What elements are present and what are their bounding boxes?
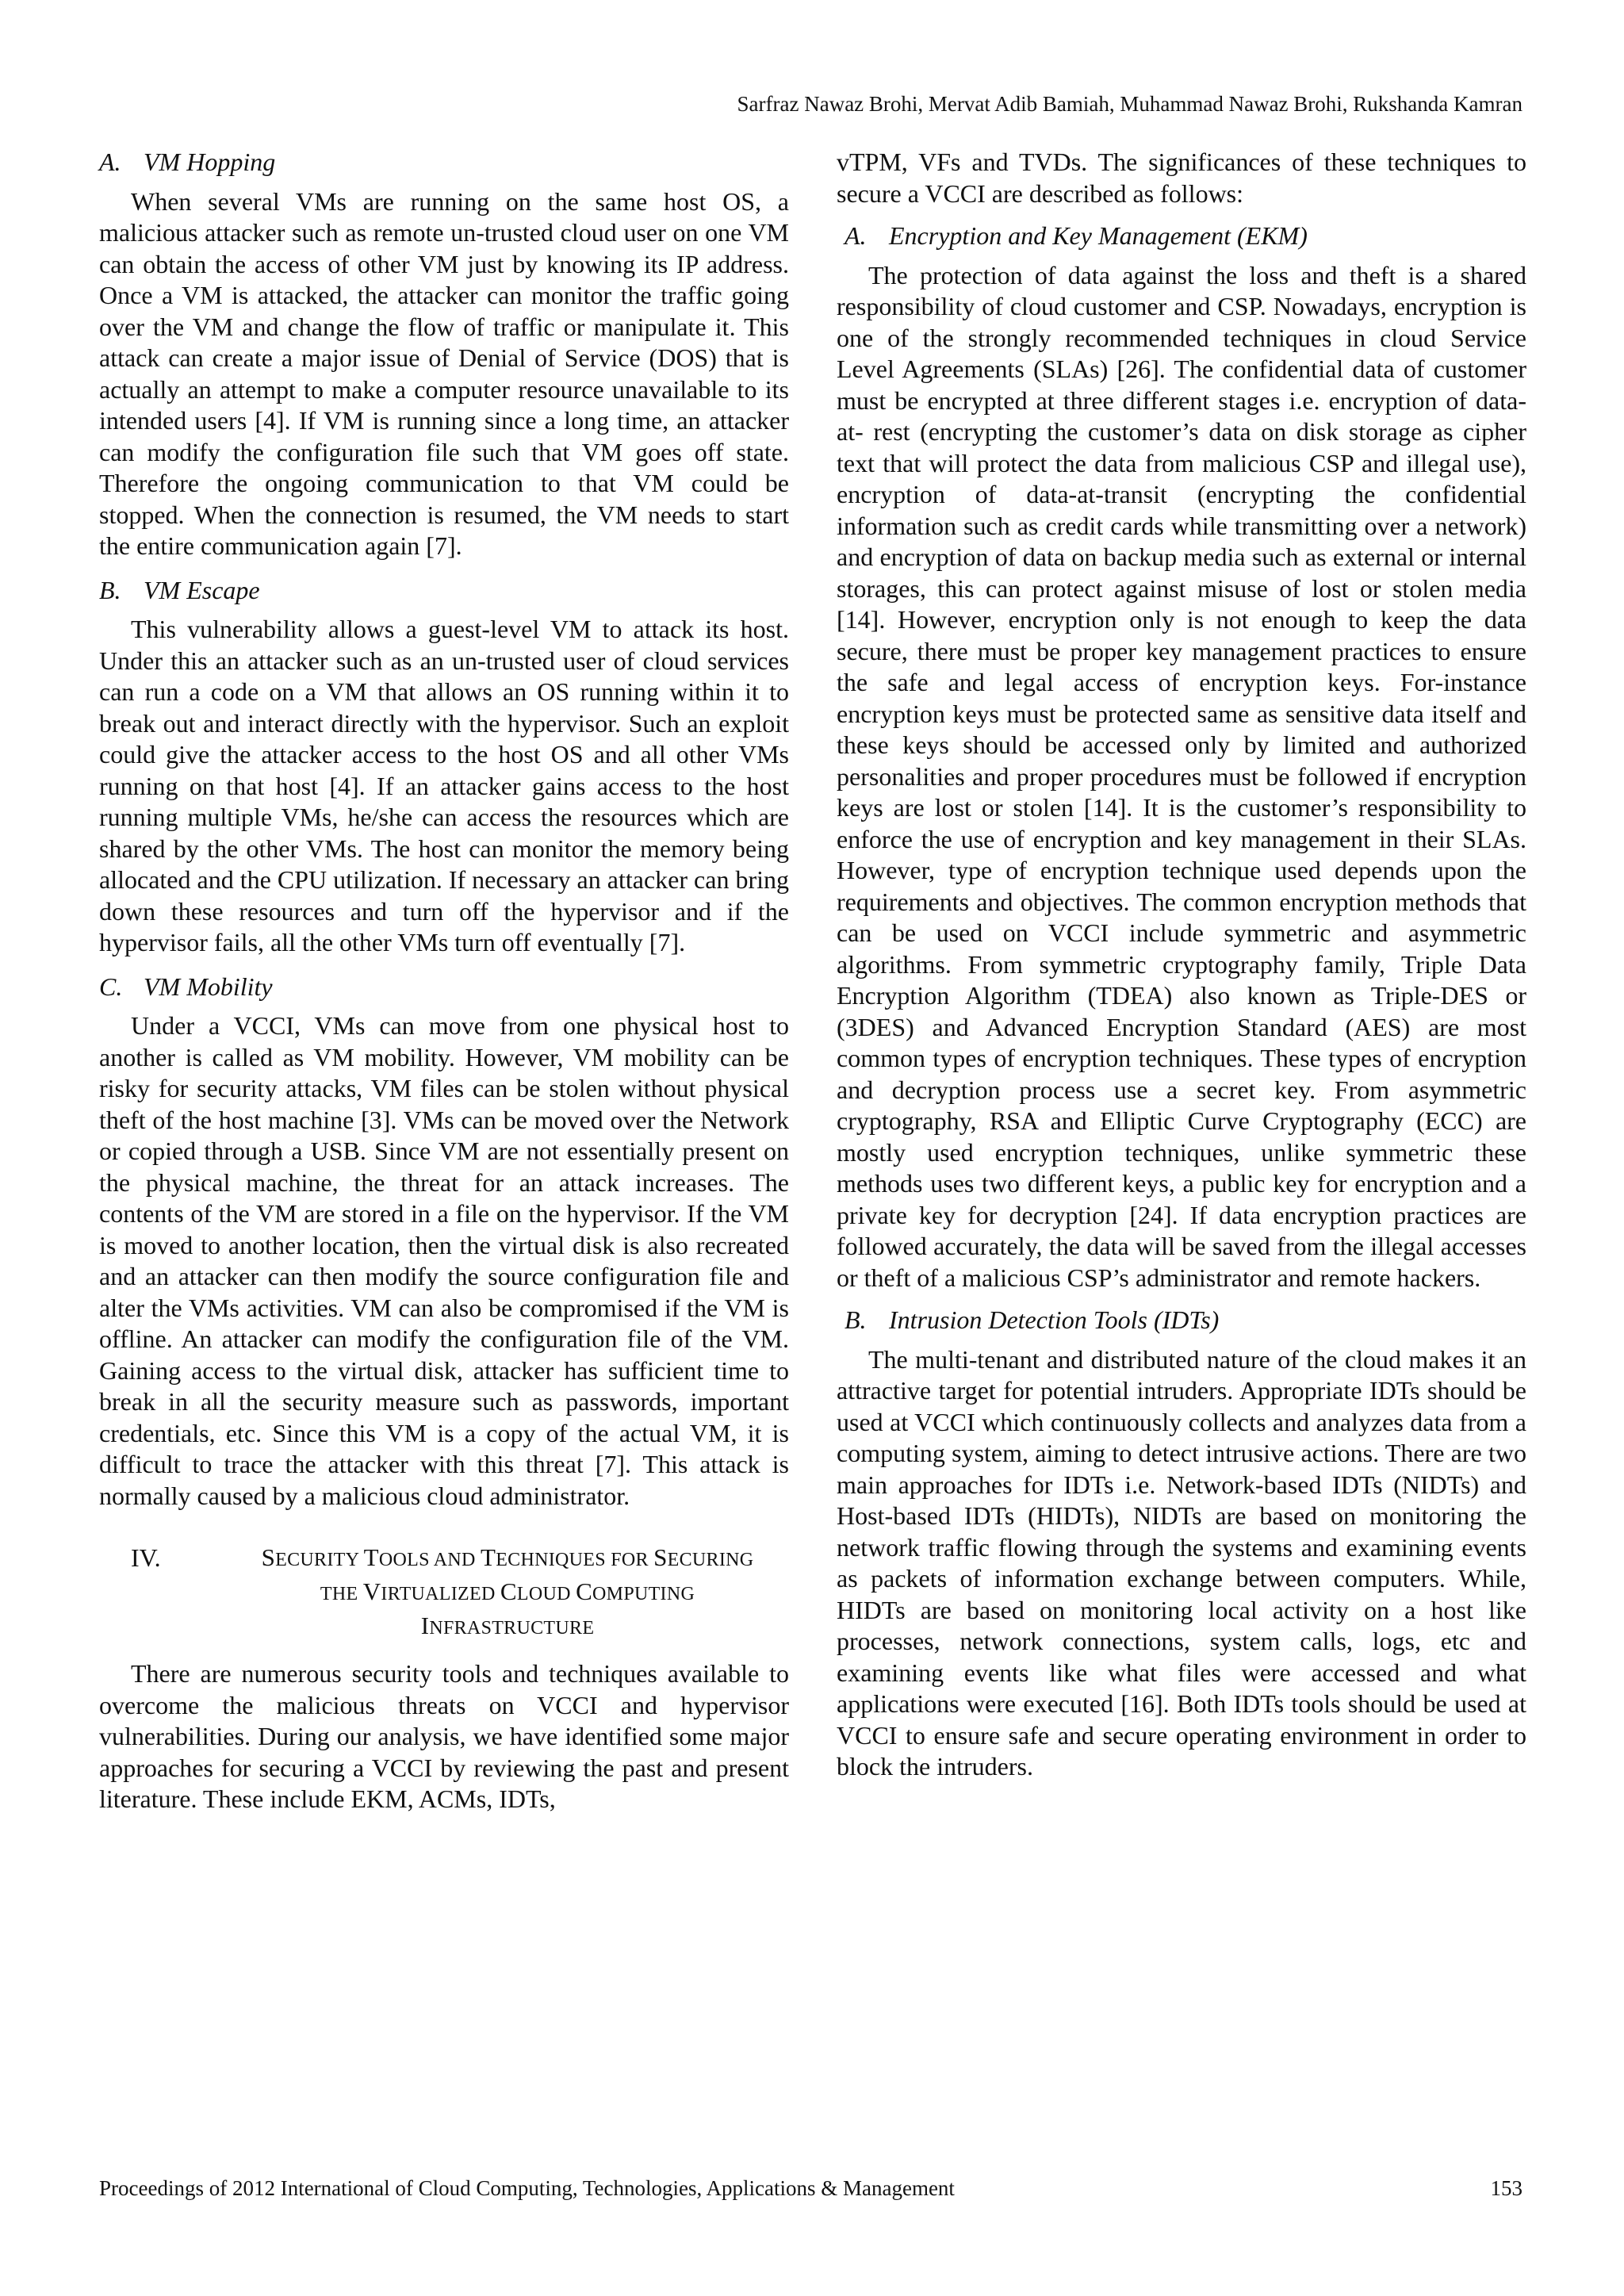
subsection-label: A.: [99, 148, 121, 176]
subsection-title: VM Escape: [144, 575, 260, 604]
subsection-title: VM Hopping: [144, 148, 276, 176]
right-column: [837, 147, 1526, 1783]
section-title-line-3: INFRASTRUCTURE: [420, 1612, 595, 1639]
paragraph-idts: The multi-tenant and distributed nature of the cloud makes it an attractive target for potential intruders. Appropriate IDTs should be used at VCCI which continuously collects and analyzes data from a computing system, aiming to detect intrusive actions. There are two main approaches for IDTs i.e. Network-based IDTs (NIDTs) and Host-based IDTs (HIDTs), NIDTs are based on monitoring the network traffic flowing through the systems and examining events as packets of information exchange between computers. While, HIDTs are based on monitoring local activity on a host like processes, network connections, system calls, logs, etc and examining events like what files were accessed and what applications were executed [16]. Both IDTs tools should be used at VCCI to ensure safe and secure operating environment in order to block the intruders.: [837, 1344, 1526, 1780]
running-head: Sarfraz Nawaz Brohi, Mervat Adib Bamiah, Muhammad Nawaz Brohi, Rukshanda Kamran: [737, 92, 1522, 116]
page-number: 153: [1490, 2176, 1522, 2200]
paragraph-ekm: The protection of data against the loss and theft is a shared responsibility of cloud customer and CSP. Nowadays, encryption is one of the strongly recommended techniques in cloud Service Level Agreements (SLAs) [26]. The confidential data of customer must be encrypted at three different stages i.e. encryption of data- at- rest (encrypting the customer’s data on disk storage as cipher text that will protect the data from malicious CSP and illegal use), encryption of data-at-transit (encrypting the confidential information such as credit cards while transmitting over a network) and encryption of data on backup media such as external or internal storages, this can protect against misuse of lost or stolen media [14]. However, encryption only is not enough to keep the data secure, there must be proper key management practices to ensure the safe and legal access of encryption keys. For-instance encryption keys must be protected same as sensitive data itself and these keys should be accessed only by limited and authorized personalities and proper procedures must be followed if encryption keys are lost or stolen [14]. It is the customer’s responsibility to enforce the use of encryption and key management in their SLAs. However, type of encryption technique used depends upon the requirements and objectives. The common encryption methods that can be used on VCCI include symmetric and asymmetric algorithms. From symmetric cryptography family, Triple Data Encryption Algorithm (TDEA) also known as Triple-DES or (3DES) and Advanced Encryption Standard (AES) are most common types of encryption techniques. These types of encryption and decryption process use a secret key. From asymmetric cryptography, RSA and Elliptic Curve Cryptography (ECC) are mostly used encryption techniques, unlike symmetric these methods uses two different keys, a public key for encryption and a private key for decryption [24]. If data encryption practices are followed accurately, the data will be saved from the illegal accesses or theft of a malicious CSP’s administrator and remote hackers.: [837, 260, 1526, 1292]
subsection-title: VM Mobility: [144, 972, 273, 1001]
subsection-title: Intrusion Detection Tools (IDTs): [889, 1305, 1220, 1334]
paragraph-vm-escape: This vulnerability allows a guest-level VM to attack its host. Under this an attacker such as an un-trusted user of cloud services can run a code on a VM that allows an OS running within it to break out and interact directly with the hypervisor. Such an exploit could give the attacker access to the host OS and all other VMs running on that host [4]. If an attacker gains access to the host running multiple VMs, he/she can access the resources which are shared by the other VMs. The host can monitor the memory being allocated and the CPU utilization. If necessary an attacker can bring down these resources and turn off the hypervisor and if the hypervisor fails, all the other VMs turn off eventually [7].: [99, 615, 789, 956]
subsection-heading-vm-hopping: [99, 147, 789, 178]
subsection-label: B.: [845, 1305, 867, 1334]
section-number: IV.: [131, 1543, 161, 1572]
section-title-line-2: THE VIRTUALIZED CLOUD COMPUTING: [320, 1577, 695, 1605]
subsection-heading-ekm: [837, 220, 1526, 252]
subsection-label: B.: [99, 575, 121, 604]
paragraph-vm-mobility: Under a VCCI, VMs can move from one physical host to another is called as VM mobility. However, VM mobility can be risky for security attacks, VM files can be stolen without physical theft of the host machine [3]. VMs can be moved over the Network or copied through a USB. Since VM are not essentially present on the physical machine, the threat for an attack increases. The contents of the VM are stored in a file on the hypervisor. If the VM is moved to another location, then the virtual disk is also recreated and an attacker can then modify the source configuration file and alter the VMs activities. VM can also be compromised if the VM is offline. An attacker can modify the configuration file of the VM. Gaining access to the virtual disk, attacker has sufficient time to break in all the security measure such as passwords, important credentials, etc. Since this VM is a copy of the actual VM, it is difficult to trace the attacker with this threat [7]. This attack is normally caused by a malicious cloud administrator.: [99, 1011, 789, 1510]
subsection-title: Encryption and Key Management (EKM): [889, 221, 1308, 250]
paragraph-vm-hopping: When several VMs are running on the same host OS, a malicious attacker such as remote un-trusted cloud user on one VM can obtain the access of other VM just by knowing its IP address. Once a VM is attacked, the attacker can monitor the traffic going over the VM and change the flow of traffic or manipulate it. This attack can create a major issue of Denial of Service (DOS) that is actually an attempt to make a computer resource unavailable to its intended users [4]. If VM is running since a long time, an attacker can modify the configuration file such that VM goes off state. Therefore the ongoing communication to that VM could be stopped. When the connection is resumed, the VM needs to start the entire communication again [7].: [99, 186, 789, 560]
section-title-line-1: SECURITY TOOLS AND TECHNIQUES FOR SECURING: [261, 1543, 754, 1571]
subsection-label: A.: [845, 221, 867, 250]
subsection-heading-vm-escape: [99, 575, 789, 607]
subsection-heading-vm-mobility: [99, 972, 789, 1003]
paragraph-continuation: vTPM, VFs and TVDs. The significances of these techniques to secure a VCCI are described as follows:: [837, 148, 1526, 208]
subsection-heading-idts: [837, 1305, 1526, 1336]
page-footer: [99, 2178, 1522, 2199]
paragraph-section-iv-intro: There are numerous security tools and techniques available to overcome the malicious threats on VCCI and hypervisor vulnerabilities. During our analysis, we have identified some major approaches for securing a VCCI by reviewing the past and present literature. These include EKM, ACMs, IDTs,: [99, 1659, 789, 1813]
left-column: [99, 147, 789, 1815]
subsection-label: C.: [99, 972, 123, 1001]
section-heading-iv: [99, 1542, 789, 1644]
footer-proceedings: Proceedings of 2012 International of Cloud Computing, Technologies, Applications & Management: [99, 2176, 955, 2200]
